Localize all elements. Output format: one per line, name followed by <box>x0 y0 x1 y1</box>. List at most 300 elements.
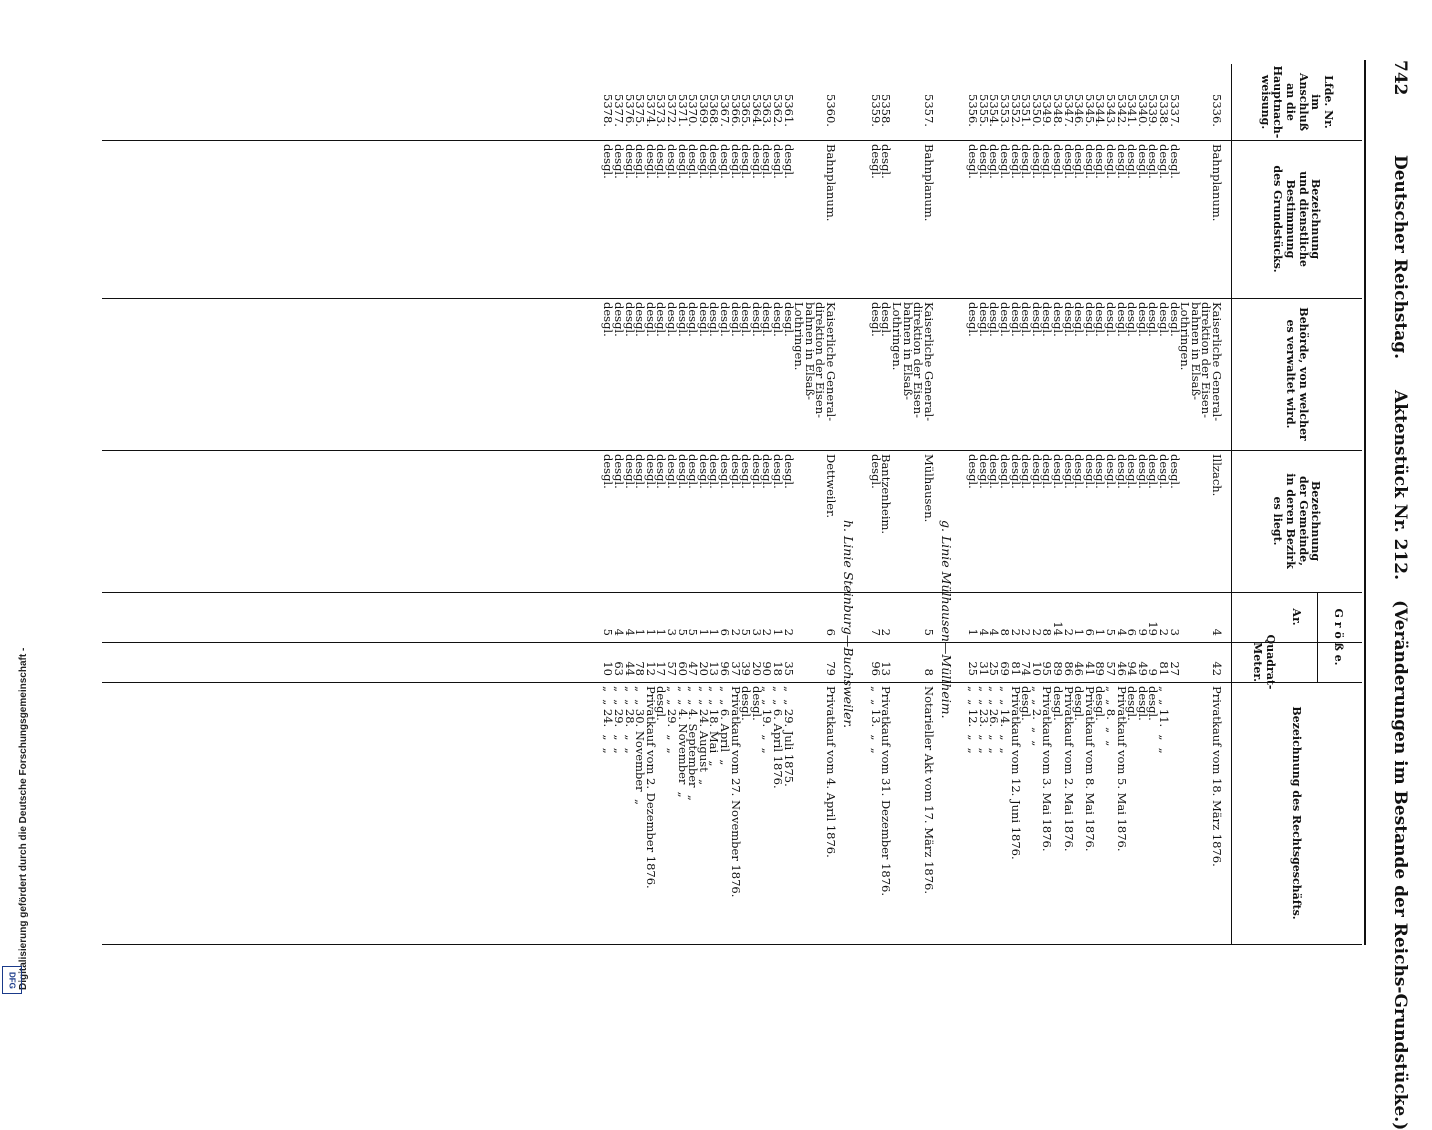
municipality: desgl. <box>707 454 722 489</box>
authority: desgl. <box>1008 302 1023 337</box>
legal-transaction: desgl. <box>749 686 764 721</box>
authority: desgl. <box>739 302 754 337</box>
area-qm: 74 <box>1019 661 1034 676</box>
area-ar: 7 <box>868 628 883 636</box>
area-qm: 13 <box>707 661 722 676</box>
area-qm: 60 <box>675 661 690 676</box>
designation: desgl. <box>749 144 764 179</box>
area-ar: 1 <box>771 628 785 636</box>
legal-transaction: „ „ 12. „ „ <box>966 686 981 754</box>
row-number: 5371. <box>675 94 690 127</box>
area-qm: 63 <box>612 661 626 676</box>
digitization-footer <box>4 610 28 990</box>
header-rule <box>1364 60 1366 945</box>
municipality: desgl. <box>868 454 883 489</box>
authority: desgl. <box>643 302 658 337</box>
legal-transaction: „ „ 28. „ „ <box>622 686 637 754</box>
column-rule <box>102 682 1362 683</box>
row-number: 5343. <box>1104 94 1118 127</box>
heading-rule <box>1231 64 1232 944</box>
municipality: desgl. <box>739 454 754 489</box>
row-number: 5366. <box>728 94 743 127</box>
area-qm: 20 <box>696 661 711 676</box>
row-number: 5354. <box>987 94 1002 127</box>
authority: Kaiserliche General- direktion der Eisen- bahnen in Elsaß- Lothringen. <box>792 302 838 422</box>
area-qm: 81 <box>1157 661 1171 676</box>
municipality-heading: Bezeichnung der Gemeinde, in deren Bezirk es liegt. <box>1271 473 1323 569</box>
row-number: 5377. <box>612 94 626 127</box>
designation: desgl. <box>998 144 1012 179</box>
legal-transaction: Privatkauf vom 31. Dezember 1876. <box>879 686 894 896</box>
municipality: desgl. <box>686 454 701 489</box>
legal-transaction: desgl. <box>1135 686 1150 721</box>
row-number: 5336. <box>1210 94 1224 127</box>
legal-transaction: „ „ 6. April 1876. <box>771 686 785 789</box>
area-qm: 69 <box>998 661 1012 676</box>
municipality: desgl. <box>1093 454 1108 489</box>
municipality: desgl. <box>781 454 796 489</box>
municipality: desgl. <box>998 454 1012 489</box>
municipality: desgl. <box>1051 454 1065 489</box>
area-ar: 1 <box>1072 628 1087 636</box>
row-number: 5351. <box>1019 94 1034 127</box>
row-number: 5357. <box>921 94 936 127</box>
legal-transaction: „ „ 4. November „ <box>675 686 690 798</box>
row-number: 5359. <box>868 94 883 127</box>
area-ar: 1 <box>633 628 648 636</box>
area-qm: 13 <box>879 661 894 676</box>
legal-transaction: Privatkauf vom 4. April 1876. <box>824 686 838 858</box>
designation: desgl. <box>1051 144 1065 179</box>
row-number: 5378. <box>601 94 616 127</box>
footer-credit: Digitalisierung gefördert durch die Deutsche Forschungsgemeinschaft - <box>18 647 29 990</box>
area-ar: 4 <box>1210 628 1224 636</box>
designation: desgl. <box>718 144 732 179</box>
authority: desgl. <box>781 302 796 337</box>
municipality: desgl. <box>1157 454 1171 489</box>
authority: desgl. <box>1104 302 1118 337</box>
row-number: 5373. <box>654 94 669 127</box>
row-number: 5360. <box>824 94 838 127</box>
authority: desgl. <box>1146 302 1161 337</box>
area-qm: 41 <box>1082 661 1097 676</box>
authority: desgl. <box>633 302 648 337</box>
size-rule <box>1317 592 1318 682</box>
authority: desgl. <box>601 302 616 337</box>
area-qm: 25 <box>966 661 981 676</box>
municipality: desgl. <box>1072 454 1087 489</box>
municipality: desgl. <box>966 454 981 489</box>
legal-transaction: „ „ 24. „ „ <box>601 686 616 754</box>
area-ar: 2 <box>728 628 743 636</box>
row-number: 5346. <box>1072 94 1087 127</box>
legal-transaction: „ „ 24. August „ <box>696 686 711 786</box>
legal-transaction: Privatkauf vom 2. Mai 1876. <box>1061 686 1076 852</box>
authority: desgl. <box>1167 302 1182 337</box>
municipality: desgl. <box>987 454 1002 489</box>
document-title: Aktenstück Nr. 212. <box>1390 390 1410 581</box>
area-ar: 2 <box>1029 628 1044 636</box>
ar-heading: Ar. <box>1290 608 1304 626</box>
designation: desgl. <box>1019 144 1034 179</box>
designation: desgl. <box>686 144 701 179</box>
municipality: desgl. <box>643 454 658 489</box>
legal-transaction: „ „ 18. Mai „ <box>707 686 722 767</box>
row-number: 5374. <box>643 94 658 127</box>
area-ar: 1 <box>966 628 981 636</box>
municipality: Bantzenheim. <box>879 454 894 535</box>
legal-transaction: „ „ 6. April „ <box>718 686 732 766</box>
area-qm: 94 <box>1125 661 1140 676</box>
designation: desgl. <box>1072 144 1087 179</box>
municipality: desgl. <box>1040 454 1055 489</box>
area-qm: 42 <box>1210 661 1224 676</box>
authority: desgl. <box>1029 302 1044 337</box>
legal-transaction: „ „ 29. „ „ <box>612 686 626 754</box>
designation: desgl. <box>643 144 658 179</box>
legal-transaction: Privatkauf vom 27. November 1876. <box>728 686 743 898</box>
authority: desgl. <box>696 302 711 337</box>
designation: desgl. <box>633 144 648 179</box>
area-ar: 2 <box>1061 628 1076 636</box>
area-qm: 17 <box>654 661 669 676</box>
authority: desgl. <box>976 302 991 337</box>
area-ar: 8 <box>1040 628 1055 636</box>
authority: desgl. <box>998 302 1012 337</box>
municipality: desgl. <box>1167 454 1182 489</box>
area-ar: 5 <box>675 628 690 636</box>
area-qm: 31 <box>976 661 991 676</box>
designation: desgl. <box>1125 144 1140 179</box>
authority: desgl. <box>1061 302 1076 337</box>
designation: Bahnplanum. <box>921 144 936 222</box>
row-number: 5348. <box>1051 94 1065 127</box>
municipality: desgl. <box>976 454 991 489</box>
municipality: desgl. <box>1008 454 1023 489</box>
designation: desgl. <box>601 144 616 179</box>
designation-heading: Bezeichnung und dienstliche Bestimmung des Grundstücks. <box>1271 165 1323 273</box>
area-ar: 4 <box>1114 628 1129 636</box>
row-number: 5368. <box>707 94 722 127</box>
page-header <box>1370 60 1410 1130</box>
legal-transaction: „ „ 13. „ „ <box>868 686 883 754</box>
row-number: 5347. <box>1061 94 1076 127</box>
authority: desgl. <box>1019 302 1034 337</box>
designation: desgl. <box>1082 144 1097 179</box>
area-ar: 5 <box>601 628 616 636</box>
area-qm: 8 <box>921 668 936 676</box>
legal-transaction: „ „ 23. „ „ <box>976 686 991 754</box>
designation: desgl. <box>696 144 711 179</box>
area-ar: 3 <box>749 628 764 636</box>
row-number: 5337. <box>1167 94 1182 127</box>
authority: desgl. <box>879 302 894 337</box>
municipality: desgl. <box>1104 454 1118 489</box>
area-qm: 44 <box>622 661 637 676</box>
area-qm: 96 <box>718 661 732 676</box>
municipality: Dettweiler. <box>824 454 838 518</box>
area-qm: 18 <box>771 661 785 676</box>
area-ar: 4 <box>612 628 626 636</box>
legal-transaction: „ „ 4. September „ <box>686 686 701 801</box>
designation: desgl. <box>781 144 796 179</box>
designation: desgl. <box>1029 144 1044 179</box>
area-ar: 5 <box>686 628 701 636</box>
legal-transaction: „ „ 29. „ „ <box>665 686 679 754</box>
area-ar: 2 <box>1157 628 1171 636</box>
row-number: 5375. <box>633 94 648 127</box>
row-number: 5364. <box>749 94 764 127</box>
municipality: desgl. <box>1082 454 1097 489</box>
legal-transaction: Privatkauf vom 8. Mai 1876. <box>1082 686 1097 852</box>
legal-transaction: „ „ 19. „ „ <box>760 686 775 754</box>
legal-transaction: „ „ 2. „ „ <box>1029 686 1044 747</box>
designation: desgl. <box>739 144 754 179</box>
area-ar: 1 <box>707 628 722 636</box>
nr-heading: Lfde. Nr. im Anschluß an die Hauptnach- weisung. <box>1258 65 1335 139</box>
area-ar: 8 <box>998 628 1012 636</box>
designation: desgl. <box>987 144 1002 179</box>
legal-transaction: desgl. <box>1019 686 1034 721</box>
municipality: desgl. <box>696 454 711 489</box>
designation: desgl. <box>771 144 785 179</box>
column-rule <box>102 450 1362 451</box>
area-ar: 2 <box>879 628 894 636</box>
legal-transaction: „ „ 8. „ „ <box>1104 686 1118 747</box>
authority: desgl. <box>612 302 626 337</box>
legal-transaction: desgl. <box>1125 686 1140 721</box>
area-ar: 5 <box>739 628 754 636</box>
municipality: desgl. <box>1125 454 1140 489</box>
area-ar: 1 <box>1093 628 1108 636</box>
authority: desgl. <box>1157 302 1171 337</box>
area-ar: 6 <box>718 628 732 636</box>
row-number: 5344. <box>1093 94 1108 127</box>
area-qm: 46 <box>1114 661 1129 676</box>
area-qm: 9 <box>1146 668 1161 676</box>
area-qm: 47 <box>686 661 701 676</box>
legal-transaction: desgl. <box>739 686 754 721</box>
area-qm: 89 <box>1051 661 1065 676</box>
authority: desgl. <box>686 302 701 337</box>
area-ar: 2 <box>1019 628 1034 636</box>
municipality: desgl. <box>665 454 679 489</box>
area-qm: 25 <box>987 661 1002 676</box>
row-number: 5349. <box>1040 94 1055 127</box>
designation: desgl. <box>868 144 883 179</box>
legal-transaction: Notarieller Akt vom 17. März 1876. <box>921 686 936 894</box>
area-qm: 57 <box>1104 661 1118 676</box>
municipality: desgl. <box>760 454 775 489</box>
area-ar: 6 <box>1125 628 1140 636</box>
area-qm: 20 <box>749 661 764 676</box>
area-ar: 2 <box>781 628 796 636</box>
municipality: desgl. <box>718 454 732 489</box>
municipality: desgl. <box>1019 454 1034 489</box>
legal-transaction: „ „ 30. November „ <box>633 686 648 805</box>
area-qm: 57 <box>665 661 679 676</box>
row-number: 5338. <box>1157 94 1171 127</box>
legal-transaction: Privatkauf vom 2. Dezember 1876. <box>643 686 658 889</box>
legal-transaction: „ „ 29. Juli 1875. <box>781 686 796 787</box>
designation: Bahnplanum. <box>1210 144 1224 222</box>
legal-transaction: „ „ 11. „ „ <box>1157 686 1171 754</box>
row-number: 5363. <box>760 94 775 127</box>
page-number: 742 <box>1390 60 1410 96</box>
area-ar: 1 <box>654 628 669 636</box>
area-qm: 27 <box>1167 661 1182 676</box>
row-number: 5350. <box>1029 94 1044 127</box>
designation: desgl. <box>1114 144 1129 179</box>
authority: desgl. <box>1072 302 1087 337</box>
area-qm: 39 <box>739 661 754 676</box>
authority: desgl. <box>654 302 669 337</box>
area-ar: 5 <box>1104 628 1118 636</box>
column-rule <box>102 944 1362 945</box>
municipality: desgl. <box>771 454 785 489</box>
designation: desgl. <box>1157 144 1171 179</box>
municipality: Mülhausen. <box>921 454 936 523</box>
designation: desgl. <box>976 144 991 179</box>
area-ar: 14 <box>1051 621 1065 636</box>
area-ar: 3 <box>1167 628 1182 636</box>
area-qm: 10 <box>601 661 616 676</box>
legal-transaction: desgl. <box>1093 686 1108 721</box>
area-ar: 1 <box>643 628 658 636</box>
authority: desgl. <box>749 302 764 337</box>
municipality: desgl. <box>675 454 690 489</box>
row-number: 5355. <box>976 94 991 127</box>
area-ar: 4 <box>976 628 991 636</box>
designation: desgl. <box>665 144 679 179</box>
authority: desgl. <box>1135 302 1150 337</box>
document-subject: (Veränderungen im Bestande der Reichs-Grundstücke.) <box>1390 600 1410 1130</box>
column-rule <box>102 298 1362 299</box>
row-number: 5342. <box>1114 94 1129 127</box>
area-qm: 12 <box>643 661 658 676</box>
designation: desgl. <box>675 144 690 179</box>
authority: desgl. <box>987 302 1002 337</box>
row-number: 5345. <box>1082 94 1097 127</box>
area-qm: 46 <box>1072 661 1087 676</box>
municipality: desgl. <box>633 454 648 489</box>
municipality: desgl. <box>1029 454 1044 489</box>
area-ar: 19 <box>1146 621 1161 636</box>
designation: desgl. <box>760 144 775 179</box>
designation: desgl. <box>1135 144 1150 179</box>
legal-transaction: „ „ 14. „ „ <box>998 686 1012 754</box>
authority-heading: Behörde, von welcher es verwaltet wird. <box>1284 307 1310 441</box>
authority: desgl. <box>622 302 637 337</box>
row-number: 5341. <box>1125 94 1140 127</box>
designation: desgl. <box>622 144 637 179</box>
size-heading: G r ö ß e. <box>1332 608 1346 666</box>
area-qm: 79 <box>824 661 838 676</box>
authority: Kaiserliche General- direktion der Eisen- bahnen in Elsaß- Lothringen. <box>1178 302 1224 422</box>
area-qm: 10 <box>1029 661 1044 676</box>
authority: desgl. <box>665 302 679 337</box>
designation: desgl. <box>1093 144 1108 179</box>
designation: Bahnplanum. <box>824 144 838 222</box>
designation: desgl. <box>1008 144 1023 179</box>
row-number: 5353. <box>998 94 1012 127</box>
municipality: desgl. <box>654 454 669 489</box>
designation: desgl. <box>1061 144 1076 179</box>
authority: desgl. <box>760 302 775 337</box>
section-title: g. Linie Mülhausen—Müllheim. <box>938 520 954 719</box>
dfg-logo: DFG <box>2 966 22 994</box>
row-number: 5352. <box>1008 94 1023 127</box>
municipality: desgl. <box>1114 454 1129 489</box>
area-qm: 49 <box>1135 661 1150 676</box>
authority: desgl. <box>1040 302 1055 337</box>
row-number: 5356. <box>966 94 981 127</box>
municipality: desgl. <box>601 454 616 489</box>
municipality: Illzach. <box>1210 454 1224 497</box>
area-qm: 89 <box>1093 661 1108 676</box>
legal-transaction: Privatkauf vom 12. Juni 1876. <box>1008 686 1023 860</box>
designation: desgl. <box>1146 144 1161 179</box>
row-number: 5369. <box>696 94 711 127</box>
authority: desgl. <box>1082 302 1097 337</box>
area-ar: 6 <box>1082 628 1097 636</box>
municipality: desgl. <box>622 454 637 489</box>
legal-transaction: desgl. <box>1072 686 1087 721</box>
legal-transaction: Privatkauf vom 18. März 1876. <box>1210 686 1224 867</box>
area-ar: 2 <box>760 628 775 636</box>
authority: desgl. <box>966 302 981 337</box>
area-ar: 9 <box>1135 628 1150 636</box>
designation: desgl. <box>728 144 743 179</box>
area-qm: 81 <box>1008 661 1023 676</box>
designation: desgl. <box>654 144 669 179</box>
area-ar: 3 <box>665 628 679 636</box>
legal-transaction: „ „ 26. „ „ <box>987 686 1002 754</box>
legal-transaction: desgl. <box>654 686 669 721</box>
row-number: 5367. <box>718 94 732 127</box>
legal-transaction: desgl. <box>1146 686 1161 721</box>
row-number: 5339. <box>1146 94 1161 127</box>
legal-transaction: Privatkauf vom 3. Mai 1876. <box>1040 686 1055 852</box>
authority: desgl. <box>728 302 743 337</box>
municipality: desgl. <box>612 454 626 489</box>
row-number: 5370. <box>686 94 701 127</box>
transaction-heading: Bezeichnung des Rechtsgeschäfts. <box>1290 706 1304 920</box>
municipality: desgl. <box>728 454 743 489</box>
column-rule <box>102 140 1362 141</box>
area-qm: 78 <box>633 661 648 676</box>
row-number: 5372. <box>665 94 679 127</box>
area-qm: 90 <box>760 661 775 676</box>
publication-title: Deutscher Reichstag. <box>1390 155 1410 360</box>
area-ar: 2 <box>1008 628 1023 636</box>
area-qm: 96 <box>868 661 883 676</box>
authority: desgl. <box>1114 302 1129 337</box>
designation: desgl. <box>707 144 722 179</box>
qm-heading: Quadrat- Meter. <box>1251 634 1277 690</box>
authority: desgl. <box>1093 302 1108 337</box>
authority: desgl. <box>868 302 883 337</box>
row-number: 5376. <box>622 94 637 127</box>
authority: Kaiserliche General- direktion der Eisen- bahnen in Elsaß- Lothringen. <box>890 302 936 422</box>
area-ar: 5 <box>921 628 936 636</box>
section-title: h. Linie Steinburg—Buchsweiler. <box>841 520 856 729</box>
municipality: desgl. <box>1135 454 1150 489</box>
designation: desgl. <box>879 144 894 179</box>
area-qm: 35 <box>781 661 796 676</box>
authority: desgl. <box>718 302 732 337</box>
municipality: desgl. <box>1146 454 1161 489</box>
